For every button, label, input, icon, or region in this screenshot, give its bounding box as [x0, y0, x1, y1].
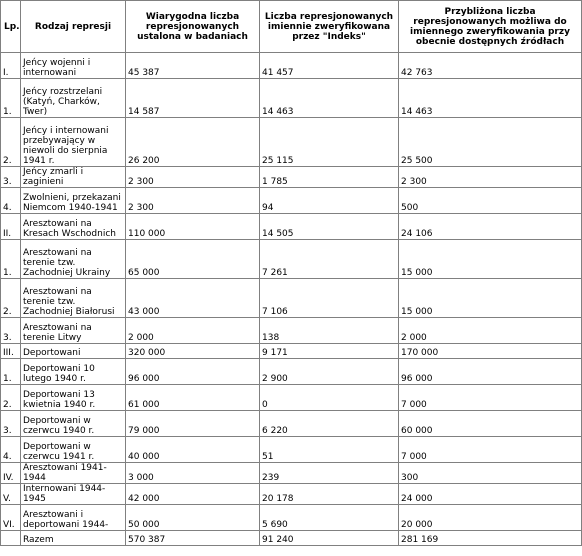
cell-verified-count: 138 [260, 318, 399, 344]
cell-approx-verifiable: 2 000 [399, 318, 582, 344]
table-row [1, 385, 582, 411]
table-row [1, 411, 582, 437]
cell-approx-verifiable: 2 300 [399, 167, 582, 188]
cell-reliable-count: 570 387 [126, 531, 260, 546]
table-row [1, 214, 582, 240]
cell-verified-count: 14 505 [260, 214, 399, 240]
cell-lp: 2. [1, 118, 21, 167]
cell-repression-type: Deportowani 13 kwietnia 1940 r. [21, 385, 126, 411]
table-row [1, 53, 582, 79]
header-verified-count: Liczba represjonowanych imiennie zweryfikowana przez "Indeks" [260, 1, 399, 53]
cell-repression-type: Internowani 1944-1945 [21, 484, 126, 505]
cell-approx-verifiable: 14 463 [399, 79, 582, 118]
header-row [1, 1, 582, 53]
cell-lp: IV. [1, 463, 21, 484]
cell-verified-count: 7 261 [260, 240, 399, 279]
cell-lp: VI. [1, 505, 21, 531]
cell-repression-type: Jeńcy i internowani przebywający w niewoli do sierpnia 1941 r. [21, 118, 126, 167]
cell-verified-count: 94 [260, 188, 399, 214]
table-row [1, 79, 582, 118]
cell-approx-verifiable: 281 169 [399, 531, 582, 546]
cell-approx-verifiable: 500 [399, 188, 582, 214]
cell-verified-count: 239 [260, 463, 399, 484]
cell-lp [1, 531, 21, 546]
cell-reliable-count: 26 200 [126, 118, 260, 167]
table-row [1, 118, 582, 167]
cell-lp: 1. [1, 79, 21, 118]
cell-verified-count: 51 [260, 437, 399, 463]
cell-approx-verifiable: 15 000 [399, 279, 582, 318]
cell-approx-verifiable: 96 000 [399, 359, 582, 385]
cell-approx-verifiable: 24 000 [399, 484, 582, 505]
cell-approx-verifiable: 42 763 [399, 53, 582, 79]
cell-repression-type: Razem [21, 531, 126, 546]
cell-reliable-count: 42 000 [126, 484, 260, 505]
cell-lp: 3. [1, 411, 21, 437]
cell-lp: 2. [1, 279, 21, 318]
header-approx-verifiable: Przybliżona liczba represjonowanych możliwa do imiennego zweryfikowania przy obecnie dostępnych źródłach [399, 1, 582, 53]
cell-reliable-count: 43 000 [126, 279, 260, 318]
cell-lp: III. [1, 344, 21, 359]
cell-reliable-count: 2 000 [126, 318, 260, 344]
cell-repression-type: Aresztowani na terenie tzw. Zachodniej Białorusi [21, 279, 126, 318]
cell-repression-type: Deportowani w czerwcu 1940 r. [21, 411, 126, 437]
cell-approx-verifiable: 20 000 [399, 505, 582, 531]
cell-verified-count: 9 171 [260, 344, 399, 359]
cell-verified-count: 1 785 [260, 167, 399, 188]
table-row [1, 188, 582, 214]
cell-repression-type: Aresztowani na Kresach Wschodnich [21, 214, 126, 240]
table-body [1, 53, 582, 546]
cell-verified-count: 41 457 [260, 53, 399, 79]
cell-reliable-count: 65 000 [126, 240, 260, 279]
cell-lp: 2. [1, 385, 21, 411]
cell-verified-count: 0 [260, 385, 399, 411]
header-repression-type: Rodzaj represji [21, 1, 126, 53]
cell-repression-type: Jeńcy zmarli i zaginieni [21, 167, 126, 188]
cell-approx-verifiable: 15 000 [399, 240, 582, 279]
cell-reliable-count: 2 300 [126, 188, 260, 214]
cell-verified-count: 91 240 [260, 531, 399, 546]
table-row [1, 279, 582, 318]
cell-approx-verifiable: 300 [399, 463, 582, 484]
cell-reliable-count: 320 000 [126, 344, 260, 359]
cell-repression-type: Aresztowani na terenie Litwy [21, 318, 126, 344]
cell-verified-count: 7 106 [260, 279, 399, 318]
cell-verified-count: 14 463 [260, 79, 399, 118]
cell-repression-type: Deportowani w czerwcu 1941 r. [21, 437, 126, 463]
cell-lp: II. [1, 214, 21, 240]
cell-verified-count: 25 115 [260, 118, 399, 167]
cell-verified-count: 2 900 [260, 359, 399, 385]
cell-approx-verifiable: 7 000 [399, 437, 582, 463]
table-row [1, 484, 582, 505]
table-row [1, 240, 582, 279]
header-reliable-count: Wiarygodna liczba represjonowanych ustalona w badaniach [126, 1, 260, 53]
table-row [1, 505, 582, 531]
cell-reliable-count: 110 000 [126, 214, 260, 240]
cell-lp: 1. [1, 359, 21, 385]
cell-reliable-count: 79 000 [126, 411, 260, 437]
table-row [1, 344, 582, 359]
cell-reliable-count: 96 000 [126, 359, 260, 385]
table-row [1, 437, 582, 463]
table-row [1, 531, 582, 546]
table-row [1, 318, 582, 344]
cell-repression-type: Deportowani 10 lutego 1940 r. [21, 359, 126, 385]
cell-reliable-count: 45 387 [126, 53, 260, 79]
cell-verified-count: 20 178 [260, 484, 399, 505]
cell-reliable-count: 61 000 [126, 385, 260, 411]
cell-reliable-count: 3 000 [126, 463, 260, 484]
cell-reliable-count: 50 000 [126, 505, 260, 531]
cell-lp: I. [1, 53, 21, 79]
cell-approx-verifiable: 25 500 [399, 118, 582, 167]
cell-lp: 4. [1, 188, 21, 214]
cell-lp: 3. [1, 167, 21, 188]
cell-repression-type: Jeńcy wojenni i internowani [21, 53, 126, 79]
cell-lp: 3. [1, 318, 21, 344]
cell-repression-type: Aresztowani i deportowani 1944- [21, 505, 126, 531]
cell-approx-verifiable: 170 000 [399, 344, 582, 359]
table-row [1, 463, 582, 484]
cell-verified-count: 5 690 [260, 505, 399, 531]
header-lp: Lp. [1, 1, 21, 53]
cell-approx-verifiable: 60 000 [399, 411, 582, 437]
cell-lp: 1. [1, 240, 21, 279]
cell-repression-type: Deportowani [21, 344, 126, 359]
cell-lp: V. [1, 484, 21, 505]
cell-repression-type: Aresztowani na terenie tzw. Zachodniej Ukrainy [21, 240, 126, 279]
table-row [1, 359, 582, 385]
cell-verified-count: 6 220 [260, 411, 399, 437]
cell-repression-type: Zwolnieni, przekazani Niemcom 1940-1941 [21, 188, 126, 214]
cell-reliable-count: 2 300 [126, 167, 260, 188]
cell-reliable-count: 40 000 [126, 437, 260, 463]
cell-lp: 4. [1, 437, 21, 463]
cell-repression-type: Aresztowani 1941-1944 [21, 463, 126, 484]
cell-repression-type: Jeńcy rozstrzelani (Katyń, Charków, Twer) [21, 79, 126, 118]
cell-approx-verifiable: 7 000 [399, 385, 582, 411]
table-row [1, 167, 582, 188]
cell-reliable-count: 14 587 [126, 79, 260, 118]
cell-approx-verifiable: 24 106 [399, 214, 582, 240]
